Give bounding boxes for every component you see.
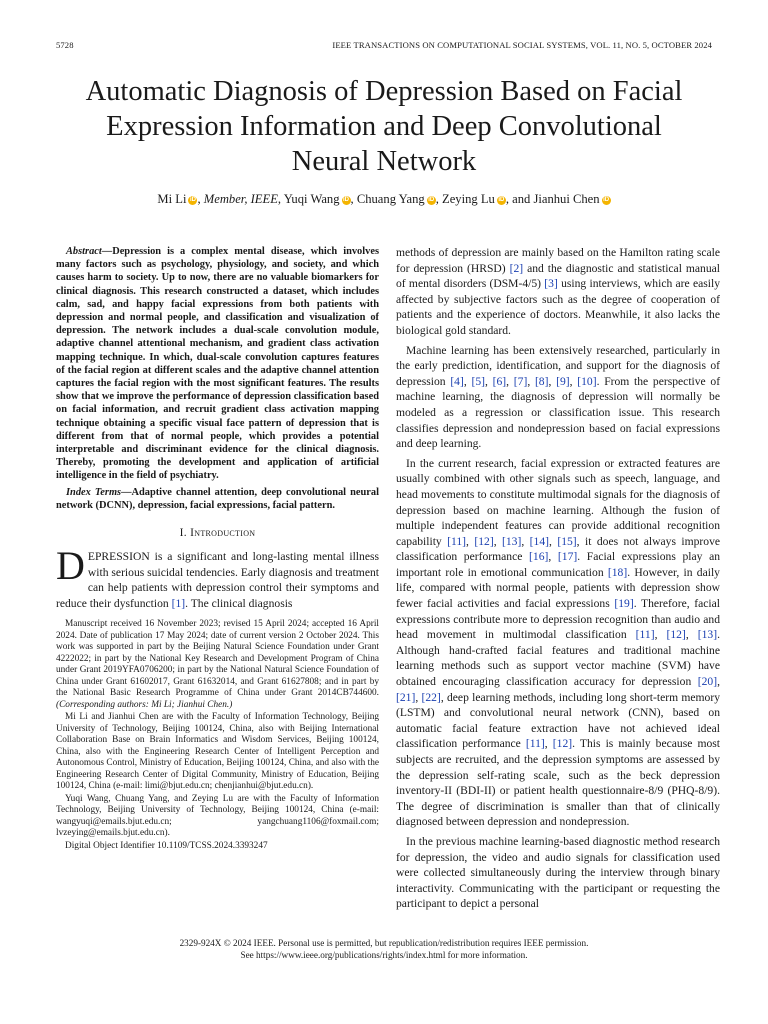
citation-link[interactable]: [11] <box>447 534 467 548</box>
orcid-icon[interactable]: iD <box>603 197 610 203</box>
citation-link[interactable]: [20] <box>697 675 718 689</box>
author-5: Jianhui Chen <box>533 192 600 206</box>
index-terms-label: Index Terms <box>66 486 122 498</box>
citation-link[interactable]: [4] <box>450 374 464 388</box>
intro-paragraph: DEPRESSION is a significant and long-lasting mental illness with serious suicidal tendencies. Early diagnosis and treatment can help patients with depression control their symptoms and reduce their dysfunction [1]. The clinical diagnosis <box>56 543 379 610</box>
copyright-line: 2329-924X © 2024 IEEE. Personal use is permitted, but republication/redistribution requires IEEE permission. <box>179 938 589 948</box>
citation-link[interactable]: [13] <box>502 534 522 548</box>
author-3: Chuang Yang <box>356 192 425 206</box>
title-line-3: Neural Network <box>291 146 477 177</box>
citation-link[interactable]: [9] <box>556 374 570 388</box>
citation-link[interactable]: [1] <box>171 596 186 610</box>
journal-name: IEEE TRANSACTIONS ON COMPUTATIONAL SOCIAL SYSTEMS, VOL. 11, NO. 5, OCTOBER 2024 <box>332 40 712 50</box>
abstract-text: —Depression is a complex mental disease, which involves many factors such as psychology, physiology, and society, and which causes harm to society. Up to now, there are no valuable biomarkers for clinical diagnosis. This research constructed a dataset, which includes calm, sad, and happy facial expressions from both patients with depression and normal people, and classification and visualization of depression. The network includes a dual-scale convolution module, adaptive channel attentional mechanism, and gradient class activation mapping technique. In which, dual-scale convolution captures features of the facial region at different scales and the adaptive channel attention captures the facial region with the most significant features. The results show that we improve the performance of depression classification based on facial information, and recruit gradient class activation mapping technique obtaining a specific visual face pattern of depression that is different from that of normal people, which provides a potential interpretable and discriminant evidence for the clinical diagnosis. Thereby, promoting the development and application of artificial intelligence in the field of psychiatry. <box>56 246 379 482</box>
citation-link[interactable]: [3] <box>544 277 558 291</box>
body-paragraph-2: Machine learning has been extensively researched, particularly in the early prediction, identification, and support for the diagnosis of depression [4], [5], [6], [7], [8], [9], [10]. From the perspective of machine learning, the diagnosis of depression will normally be modeled as a regression or classification issue. This research classifies depression and nondepression based on facial expressions and deep learning. <box>396 343 721 451</box>
body-paragraph-4: In the previous machine learning-based diagnostic method research for depression, the video and audio signals for classification used were collected simultaneously during the interview through binary interactivity. Communicating with the participant or requesting the participant to depict a personal <box>396 834 720 911</box>
citation-link[interactable]: [13] <box>697 628 718 642</box>
author-2: Yuqi Wang <box>283 192 340 206</box>
citation-link[interactable]: [6] <box>492 374 507 388</box>
body-paragraph-3: In the current research, facial expression or extracted features are usually combined with other signals such as speech, language, and head movements to constitute multimodal signals for the diagnosis of depression based on machine learning. Although the fusion of multiple independent features can provide additional recognition capability [11], [12], [13], [14], [15], it does not always improve classification performance [16], [17]. Facial expressions play an important role in emotional communication [18]. However, in daily life, compared with normal people, patients with depression show fewer facial activities and facial expressions [19]. Therefore, facial expressions contribute more to depression recognition than audio and head movement in multimodal classification [11], [12], [13]. Although hand-crafted facial features and traditional machine learning methods such as support vector machine (SVM) have obtained encouraging classification accuracy for depression [20], [21], [22], deep learning methods, including long short-term memory (LSTM) and convolutional neural network (CNN), based on automatic facial feature extraction have not achieved ideal classification performance [11], [12]. This is mainly because most subjects are recruited, and the depression symptoms are assessed by the depression self-rating scale, such as the beck depression inventory-II (BDI-II) or patient health questionnaire-8/9 (PHQ-8/9). The degree of discrimination is smaller than that of clinically diagnosed between depression and nondepression. <box>396 456 721 829</box>
citation-link[interactable]: [7] <box>513 374 528 388</box>
index-terms-text: —Adaptive channel attention, deep convolutional neural network (DCNN), depression, facial expressions, facial pattern. <box>56 486 379 511</box>
citation-link[interactable]: [18] <box>607 565 628 579</box>
abstract <box>56 245 379 483</box>
citation-link[interactable]: [16] <box>529 550 549 564</box>
page-header <box>56 40 712 54</box>
copyright-notice <box>40 938 728 961</box>
orcid-icon[interactable]: iD <box>343 197 350 203</box>
footnotes <box>56 619 379 852</box>
orcid-icon[interactable]: iD <box>189 197 196 203</box>
author-1: Mi Li <box>157 192 187 206</box>
left-column <box>56 245 379 852</box>
title-line-2: Expression Information and Deep Convolutional <box>106 111 662 142</box>
citation-link[interactable]: [12] <box>552 737 573 751</box>
right-column <box>396 245 720 912</box>
citation-link[interactable]: [14] <box>529 534 549 548</box>
author-1-role: Member, IEEE <box>203 192 278 206</box>
citation-link[interactable]: [21] <box>396 690 416 704</box>
title-line-1: Automatic Diagnosis of Depression Based on Facial <box>85 76 683 107</box>
citation-link[interactable]: [2] <box>509 261 524 275</box>
page-number: 5728 <box>56 40 74 50</box>
orcid-icon[interactable]: iD <box>428 197 435 203</box>
section-heading <box>56 527 379 539</box>
paper-title <box>40 74 728 179</box>
footnote-affiliation-2: Yuqi Wang, Chuang Yang, and Zeying Lu are with the Faculty of Information Technology, Beijing University of Technology, Beijing 100124, China (e-mail: wangyuqi@emails.bjut.edu.cn; yangchuang1106@foxmail.com; lvzeying@emails.bjut.edu.cn). <box>56 793 379 839</box>
footnote-affiliation-1: Mi Li and Jianhui Chen are with the Faculty of Information Technology, Beijing University of Technology, Beijing 100124, China, also with Beijing International Collaboration Base on Brain Informatics and Wisdom Services, Beijing 100124, China, also with the Engineering Research Center of Intelligent Perception and Autonomous Control, Ministry of Education, Beijing 100124, China, and also with the Engineering Research Center of Digital Community, Ministry of Education, Beijing 100124, China (e-mail: limi@bjut.edu.cn; chenjianhui@bjut.edu.cn). <box>56 712 379 792</box>
citation-link[interactable]: [12] <box>474 534 494 548</box>
body-paragraph-1: methods of depression are mainly based on the Hamilton rating scale for depression (HRSD) [2] and the diagnostic and statistical manual of mental disorders (DSM-4/5) [3] using interviews, which are easily affected by subjective factors such as the degree of cooperation of patients and the experience of doctors. Meanwhile, it also lacks the biological gold standard. <box>396 246 720 337</box>
abstract-label: Abstract <box>66 246 102 257</box>
author-and: and <box>512 192 531 206</box>
orcid-icon[interactable]: iD <box>498 197 505 203</box>
citation-link[interactable]: [11] <box>635 628 655 642</box>
citation-link[interactable]: [19] <box>614 597 634 611</box>
citation-link[interactable]: [12] <box>666 628 686 642</box>
footnote-doi: Digital Object Identifier 10.1109/TCSS.2024.3393247 <box>65 840 268 851</box>
citation-link[interactable]: [11] <box>525 737 545 751</box>
drop-cap: D <box>56 543 85 589</box>
index-terms <box>56 486 379 512</box>
citation-link[interactable]: [10] <box>577 374 597 388</box>
author-4: Zeying Lu <box>442 192 495 206</box>
citation-link[interactable]: [8] <box>534 374 549 388</box>
citation-link[interactable]: [5] <box>471 374 485 388</box>
section-numeral: I. <box>179 527 187 540</box>
author-list: Mi Li iD , Member, IEEE, Yuqi Wang iD , Chuang Yang iD , Zeying Lu iD , and Jianhui Chen iD <box>157 192 610 206</box>
rights-link-line: See https://www.ieee.org/publications/rights/index.html for more information. <box>240 949 528 960</box>
footnote-manuscript: Manuscript received 16 November 2023; revised 15 April 2024; accepted 16 April 2024. Date of publication 17 May 2024; date of current version 2 October 2024. This work was supported in part by the Beijing Natural Science Foundation under Grant 4222022; in part by the National Key Research and Development Program of China under Grant 2019YFA0706200; in part by the National Natural Science Foundation of China under Grant 61602017, Grant 61632014, and Grant 61627808; and in part by the National Basic Research Programme of China under Grant 2014CB744600. (Corresponding authors: Mi Li; Jianhui Chen.) <box>56 619 379 710</box>
citation-link[interactable]: [17] <box>557 550 578 564</box>
section-title: Introduction <box>190 527 256 540</box>
citation-link[interactable]: [15] <box>557 534 577 548</box>
citation-link[interactable]: [22] <box>421 690 441 704</box>
